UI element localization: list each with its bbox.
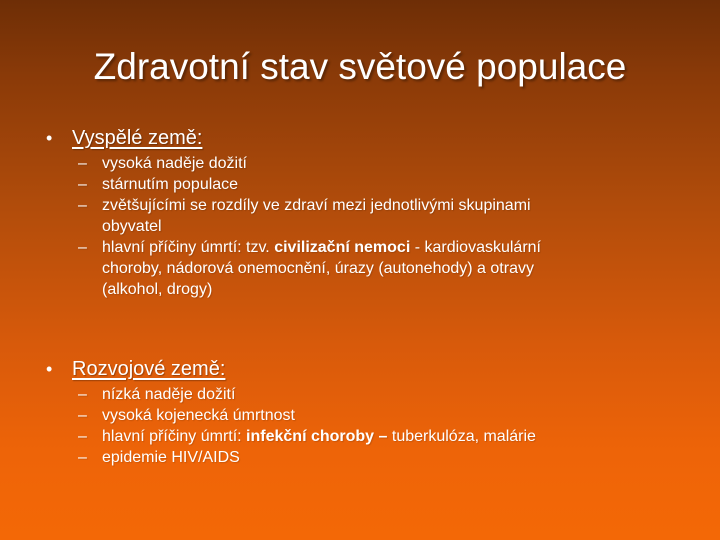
list-item-text-cont: (alkohol, drogy) — [102, 281, 213, 298]
bullet-developed — [0, 124, 720, 152]
text-prefix: hlavní příčiny úmrtí: tzv. — [102, 239, 275, 256]
bullet-dot-icon: • — [46, 359, 53, 379]
sub-list — [0, 384, 720, 468]
dash-icon: – — [78, 197, 87, 214]
text-suffix: tuberkulóza, malárie — [387, 428, 536, 445]
list-item-text: vysoká naděje dožití — [102, 155, 247, 172]
emphasis-text: civilizační nemoci — [274, 239, 411, 256]
dash-icon: – — [78, 386, 87, 403]
list-item — [0, 447, 720, 468]
list-item-text: nízká naděje dožití — [102, 386, 236, 403]
list-item — [0, 153, 720, 174]
list-item — [0, 405, 720, 426]
section-developed-countries — [0, 124, 720, 300]
list-item — [0, 384, 720, 405]
section-developing-countries — [0, 355, 720, 468]
bullet-developing — [0, 355, 720, 383]
list-item — [0, 426, 720, 447]
bullet-dot-icon: • — [46, 128, 53, 148]
dash-icon: – — [78, 407, 87, 424]
text-prefix: hlavní příčiny úmrtí: — [102, 428, 247, 445]
list-item-text: stárnutím populace — [102, 176, 239, 193]
list-item — [0, 174, 720, 195]
list-item — [0, 195, 720, 237]
list-item-text — [102, 237, 672, 258]
section-heading: Rozvojové země: — [72, 358, 226, 380]
list-item-text — [102, 426, 672, 447]
dash-icon: – — [78, 155, 87, 172]
list-item-text-cont: choroby, nádorová onemocnění, úrazy (autonehody) a otravy — [102, 260, 534, 277]
list-item-text: zvětšujícími se rozdíly ve zdraví mezi jednotlivými skupinami — [102, 197, 531, 214]
list-item — [0, 237, 720, 300]
list-item-text-cont: obyvatel — [102, 218, 162, 235]
dash-icon: – — [78, 239, 87, 256]
list-item-text: epidemie HIV/AIDS — [102, 449, 240, 466]
slide-title: Zdravotní stav světové populace — [93, 46, 627, 87]
sub-list — [0, 153, 720, 300]
dash-icon: – — [78, 449, 87, 466]
section-heading: Vyspělé země: — [72, 127, 203, 149]
list-item-text: vysoká kojenecká úmrtnost — [102, 407, 295, 424]
dash-icon: – — [78, 176, 87, 193]
dash-icon: – — [78, 428, 87, 445]
text-suffix: - kardiovaskulární — [410, 239, 541, 256]
emphasis-text: infekční choroby – — [246, 428, 388, 445]
